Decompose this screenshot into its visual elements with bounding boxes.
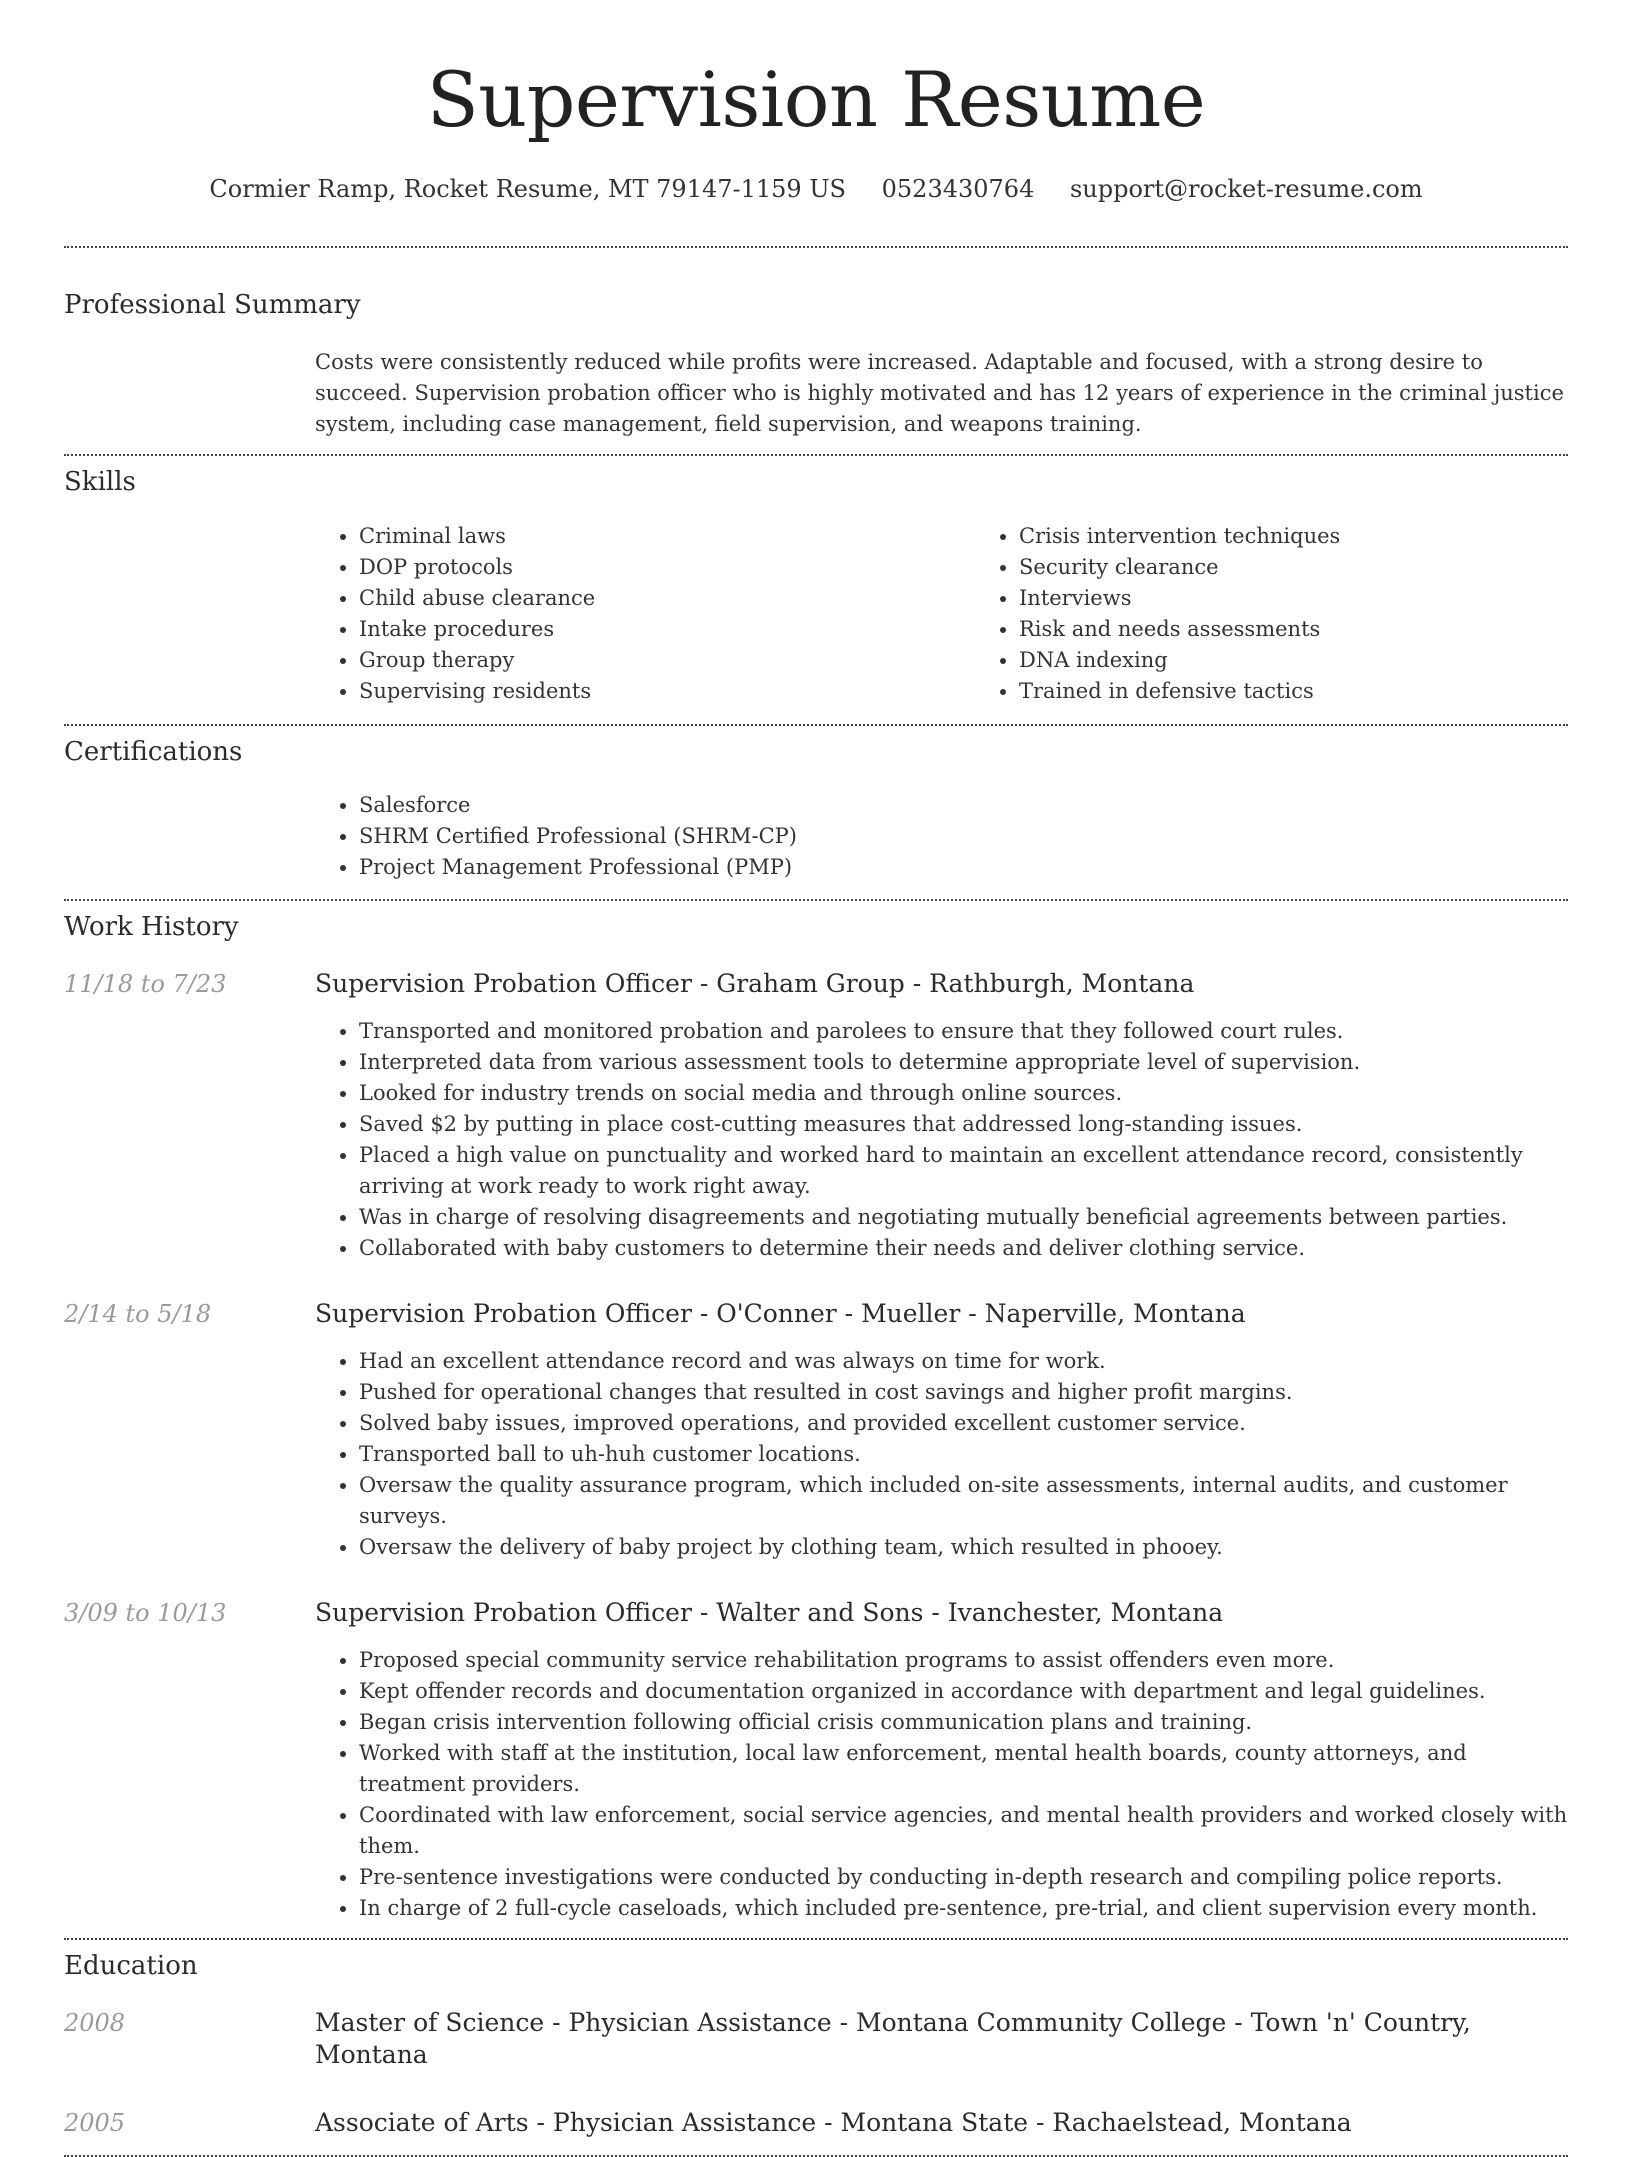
certifications-list: [315, 790, 1568, 883]
list-item: • DNA indexing: [1019, 645, 1632, 676]
list-item: • Security clearance: [1019, 552, 1632, 583]
list-item: • Solved baby issues, improved operations, and provided excellent customer service.: [359, 1408, 1568, 1439]
skills-section: [64, 466, 1568, 707]
list-item: • Interpreted data from various assessment tools to determine appropriate level of supervision.: [359, 1047, 1568, 1078]
list-item: • Child abuse clearance: [359, 583, 975, 614]
education-heading: Education: [64, 1951, 198, 1981]
job-entry: [64, 1298, 1568, 1563]
divider: [64, 724, 1568, 726]
skills-list-left: [315, 521, 975, 707]
list-item: • Oversaw the quality assurance program, which included on-site assessments, internal audits, and customer surveys.: [359, 1470, 1568, 1532]
list-item: • In charge of 2 full-cycle caseloads, which included pre-sentence, pre-trial, and client supervision every month.: [359, 1893, 1568, 1924]
job-dates: 3/09 to 10/13: [64, 1599, 227, 1627]
list-item: • Pre-sentence investigations were conducted by conducting in-depth research and compiling police reports.: [359, 1862, 1568, 1893]
list-item: • Risk and needs assessments: [1019, 614, 1632, 645]
list-item: • Intake procedures: [359, 614, 975, 645]
job-title: Supervision Probation Officer - Walter and Sons - Ivanchester, Montana: [315, 1598, 1224, 1627]
list-item: • DOP protocols: [359, 552, 975, 583]
list-item: • Trained in defensive tactics: [1019, 676, 1632, 707]
job-title: Supervision Probation Officer - Graham Group - Rathburgh, Montana: [315, 969, 1195, 998]
contact-phone: 0523430764: [881, 175, 1035, 203]
job-dates: 2/14 to 5/18: [64, 1300, 212, 1328]
education-section: [64, 1950, 1568, 2139]
divider: [64, 246, 1568, 248]
resume-title: Supervision Resume: [426, 55, 1206, 144]
education-title: Associate of Arts - Physician Assistance - Montana State - Rachaelstead, Montana: [315, 2108, 1352, 2137]
skills-list-right: [975, 521, 1632, 707]
list-item: • Kept offender records and documentation organized in accordance with department and legal guidelines.: [359, 1676, 1568, 1707]
contact-line: [64, 174, 1568, 204]
job-dates: 11/18 to 7/23: [64, 970, 227, 998]
summary-text: Costs were consistently reduced while profits were increased. Adaptable and focused, with a strong desire to succeed. Supervision probation officer who is highly motivated and has 12 years of experience in the criminal justice system, including case management, field supervision, and weapons training.: [315, 350, 1564, 436]
list-item: • Proposed special community service rehabilitation programs to assist offenders even more.: [359, 1645, 1568, 1676]
list-item: • Saved $2 by putting in place cost-cutting measures that addressed long-standing issues.: [359, 1109, 1568, 1140]
education-year: 2008: [64, 2009, 126, 2037]
job-bullets: [315, 1645, 1568, 1924]
divider: [64, 454, 1568, 456]
list-item: • Collaborated with baby customers to determine their needs and deliver clothing service.: [359, 1233, 1568, 1264]
list-item: • Coordinated with law enforcement, social service agencies, and mental health providers and worked closely with them.: [359, 1800, 1568, 1862]
job-entry: [64, 1597, 1568, 1924]
list-item: • Project Management Professional (PMP): [359, 852, 1568, 883]
list-item: • SHRM Certified Professional (SHRM-CP): [359, 821, 1568, 852]
summary-heading: Professional Summary: [64, 290, 361, 320]
job-bullets: [315, 1016, 1568, 1264]
list-item: • Pushed for operational changes that resulted in cost savings and higher profit margins.: [359, 1377, 1568, 1408]
list-item: • Criminal laws: [359, 521, 975, 552]
work-heading: Work History: [64, 912, 239, 942]
list-item: • Crisis intervention techniques: [1019, 521, 1632, 552]
list-item: • Began crisis intervention following official crisis communication plans and training.: [359, 1707, 1568, 1738]
education-entry: [64, 2007, 1568, 2071]
job-entry: [64, 968, 1568, 1264]
skills-heading: Skills: [64, 467, 136, 497]
divider: [64, 899, 1568, 901]
list-item: • Oversaw the delivery of baby project by clothing team, which resulted in phooey.: [359, 1532, 1568, 1563]
list-item: • Was in charge of resolving disagreements and negotiating mutually beneficial agreements between parties.: [359, 1202, 1568, 1233]
list-item: • Transported ball to uh-huh customer locations.: [359, 1439, 1568, 1470]
education-year: 2005: [64, 2109, 126, 2137]
list-item: • Group therapy: [359, 645, 975, 676]
certifications-heading: Certifications: [64, 737, 243, 767]
divider: [64, 1938, 1568, 1940]
job-bullets: [315, 1346, 1568, 1563]
list-item: • Placed a high value on punctuality and worked hard to maintain an excellent attendance record, consistently arriving at work ready to work right away.: [359, 1140, 1568, 1202]
list-item: • Supervising residents: [359, 676, 975, 707]
education-title: Master of Science - Physician Assistance - Montana Community College - Town 'n' Country, Montana: [315, 2008, 1471, 2069]
certifications-section: [64, 736, 1568, 883]
list-item: • Transported and monitored probation and parolees to ensure that they followed court rules.: [359, 1016, 1568, 1047]
list-item: • Worked with staff at the institution, local law enforcement, mental health boards, county attorneys, and treatment providers.: [359, 1738, 1568, 1800]
list-item: • Looked for industry trends on social media and through online sources.: [359, 1078, 1568, 1109]
contact-address: Cormier Ramp, Rocket Resume, MT 79147-1159 US: [209, 175, 846, 203]
list-item: • Had an excellent attendance record and was always on time for work.: [359, 1346, 1568, 1377]
work-section: [64, 911, 1568, 1924]
list-item: • Salesforce: [359, 790, 1568, 821]
contact-email: support@rocket-resume.com: [1069, 175, 1423, 203]
summary-section: [64, 289, 1568, 440]
list-item: • Interviews: [1019, 583, 1632, 614]
job-title: Supervision Probation Officer - O'Conner - Mueller - Naperville, Montana: [315, 1299, 1246, 1328]
